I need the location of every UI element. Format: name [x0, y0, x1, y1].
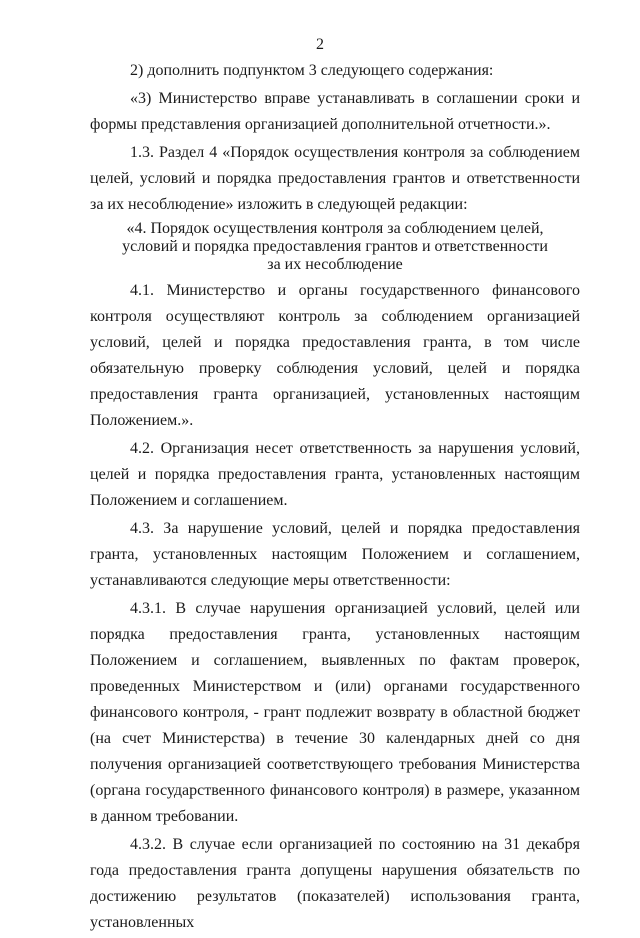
paragraph-subpoint-2: 2) дополнить подпунктом 3 следующего содержания:: [130, 62, 494, 79]
section-title-line: «4. Порядок осуществления контроля за соблюдением целей,: [126, 220, 544, 237]
paragraph-4-3-2: 4.3.2. В случае если организацией по состоянию на 31 декабря года предоставления гранта допущены нарушения обязательств по достижению результатов (показателей) использования гранта, установленных: [90, 836, 580, 931]
paragraph-4-2: 4.2. Организация несет ответственность за нарушения условий, целей и порядка предоставления гранта, установленных настоящим Положением и соглашением.: [90, 440, 580, 509]
section-title-line: условий и порядка предоставления грантов и ответственности: [122, 238, 548, 255]
section-4-title: [90, 220, 580, 274]
paragraph-4-1: 4.1. Министерство и органы государственного финансового контроля осуществляют контроль за соблюдением организацией условий, целей и порядка предоставления гранта, в том числе обязательную проверку соблюдения условий, целей и порядка предоставления гранта организацией, установленных настоящим Положением.».: [90, 282, 580, 429]
document-body: [90, 58, 580, 938]
paragraph-1-3: 1.3. Раздел 4 «Порядок осуществления контроля за соблюдением целей, условий и порядка предоставления грантов и ответственности за их несоблюдение» изложить в следующей редакции:: [90, 144, 580, 213]
paragraph-4-3-1: 4.3.1. В случае нарушения организацией условий, целей или порядка предоставления гранта, установленных настоящим Положением и соглашением, выявленных по фактам проверок, проведенных Министерством и (или) органами государственного финансового контроля, - грант подлежит возврату в областной бюджет (на счет Министерства) в течение 30 календарных дней со дня получения организацией соответствующего требования Министерства (органа государственного финансового контроля) в размере, указанном в данном требовании.: [90, 600, 580, 825]
paragraph-4-3: 4.3. За нарушение условий, целей и порядка предоставления гранта, установленных настоящим Положением и соглашением, устанавливаются следующие меры ответственности:: [90, 520, 580, 589]
page-number: 2: [316, 36, 324, 53]
paragraph-subpoint-3: «3) Министерство вправе устанавливать в соглашении сроки и формы представления организацией дополнительной отчетности.».: [90, 90, 580, 133]
section-title-line: за их несоблюдение: [267, 256, 403, 273]
